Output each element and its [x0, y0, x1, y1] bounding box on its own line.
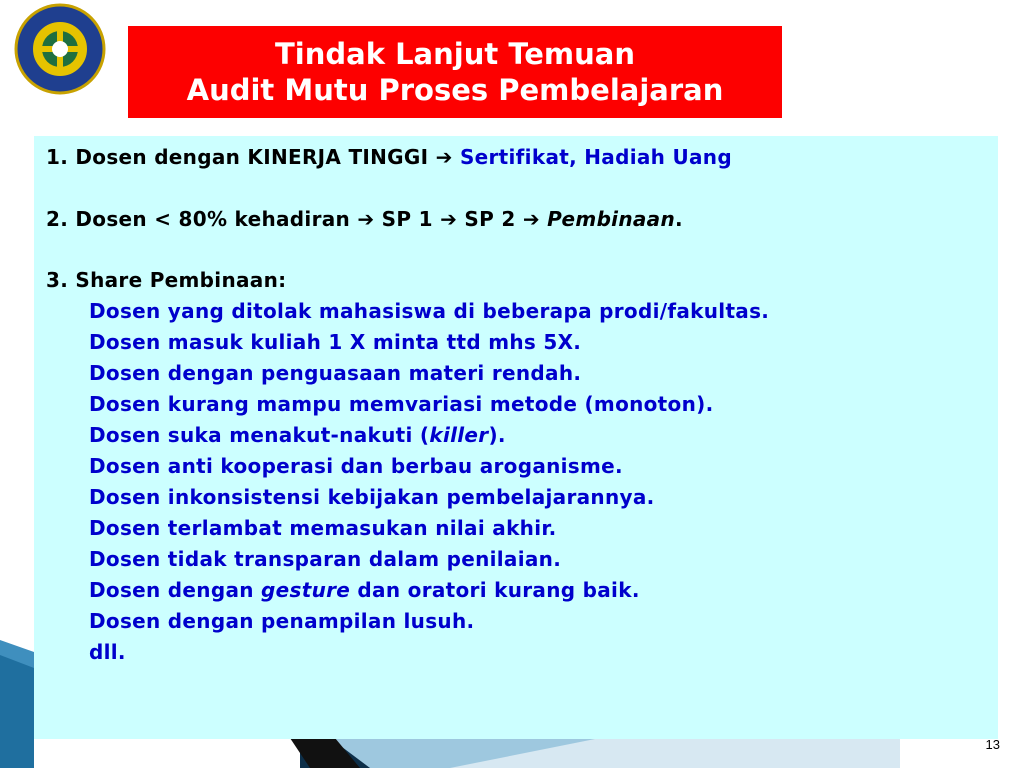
gesture-post: dan oratori kurang baik.: [350, 578, 640, 602]
item-1-result: Sertifikat, Hadiah Uang: [459, 145, 732, 169]
share-line-7: Dosen terlambat memasukan nilai akhir.: [89, 516, 557, 540]
share-line-1: Dosen yang ditolak mahasiswa di beberapa prodi/fakultas.: [89, 299, 770, 323]
slide-title-line2: Audit Mutu Proses Pembelajaran: [186, 73, 724, 107]
page-number: 13: [985, 737, 1000, 752]
arrow-icon: ➔: [522, 207, 540, 231]
item-2-sp1: SP 1: [381, 207, 441, 231]
gesture-word: gesture: [261, 578, 351, 602]
share-line-5: Dosen anti kooperasi dan berbau aroganisme.: [89, 454, 623, 478]
item-2: [46, 204, 683, 235]
university-seal-icon: [4, 2, 116, 96]
killer-post: ).: [488, 423, 506, 447]
killer-word: killer: [429, 423, 489, 447]
share-line-dll: dll.: [89, 640, 126, 664]
share-line-3: Dosen dengan penguasaan materi rendah.: [89, 361, 582, 385]
arrow-icon: ➔: [435, 145, 453, 169]
item-2-sp2: SP 2: [464, 207, 523, 231]
share-line-killer: [89, 420, 506, 451]
gesture-pre: Dosen dengan: [89, 578, 262, 602]
item-1-lead: 1. Dosen dengan KINERJA TINGGI: [46, 145, 436, 169]
item-2-end: .: [675, 207, 683, 231]
share-line-4: Dosen kurang mampu memvariasi metode (monoton).: [89, 392, 714, 416]
item-3-heading: 3. Share Pembinaan:: [46, 268, 287, 292]
share-line-6: Dosen inkonsistensi kebijakan pembelajarannya.: [89, 485, 655, 509]
share-line-8: Dosen tidak transparan dalam penilaian.: [89, 547, 562, 571]
slide-title-box: [128, 26, 782, 118]
university-logo: [4, 2, 116, 96]
arrow-icon: ➔: [357, 207, 375, 231]
share-line-2: Dosen masuk kuliah 1 X minta ttd mhs 5X.: [89, 330, 582, 354]
item-1: [46, 142, 732, 173]
share-line-penampilan: Dosen dengan penampilan lusuh.: [89, 609, 475, 633]
content-box: [34, 136, 998, 739]
item-2-final: Pembinaan: [547, 207, 676, 231]
arrow-icon: ➔: [440, 207, 458, 231]
slide-title-line1: Tindak Lanjut Temuan: [275, 37, 635, 71]
item-2-lead: 2. Dosen < 80% kehadiran: [46, 207, 358, 231]
share-line-gesture: [89, 575, 640, 606]
killer-pre: Dosen suka menakut-nakuti (: [89, 423, 430, 447]
